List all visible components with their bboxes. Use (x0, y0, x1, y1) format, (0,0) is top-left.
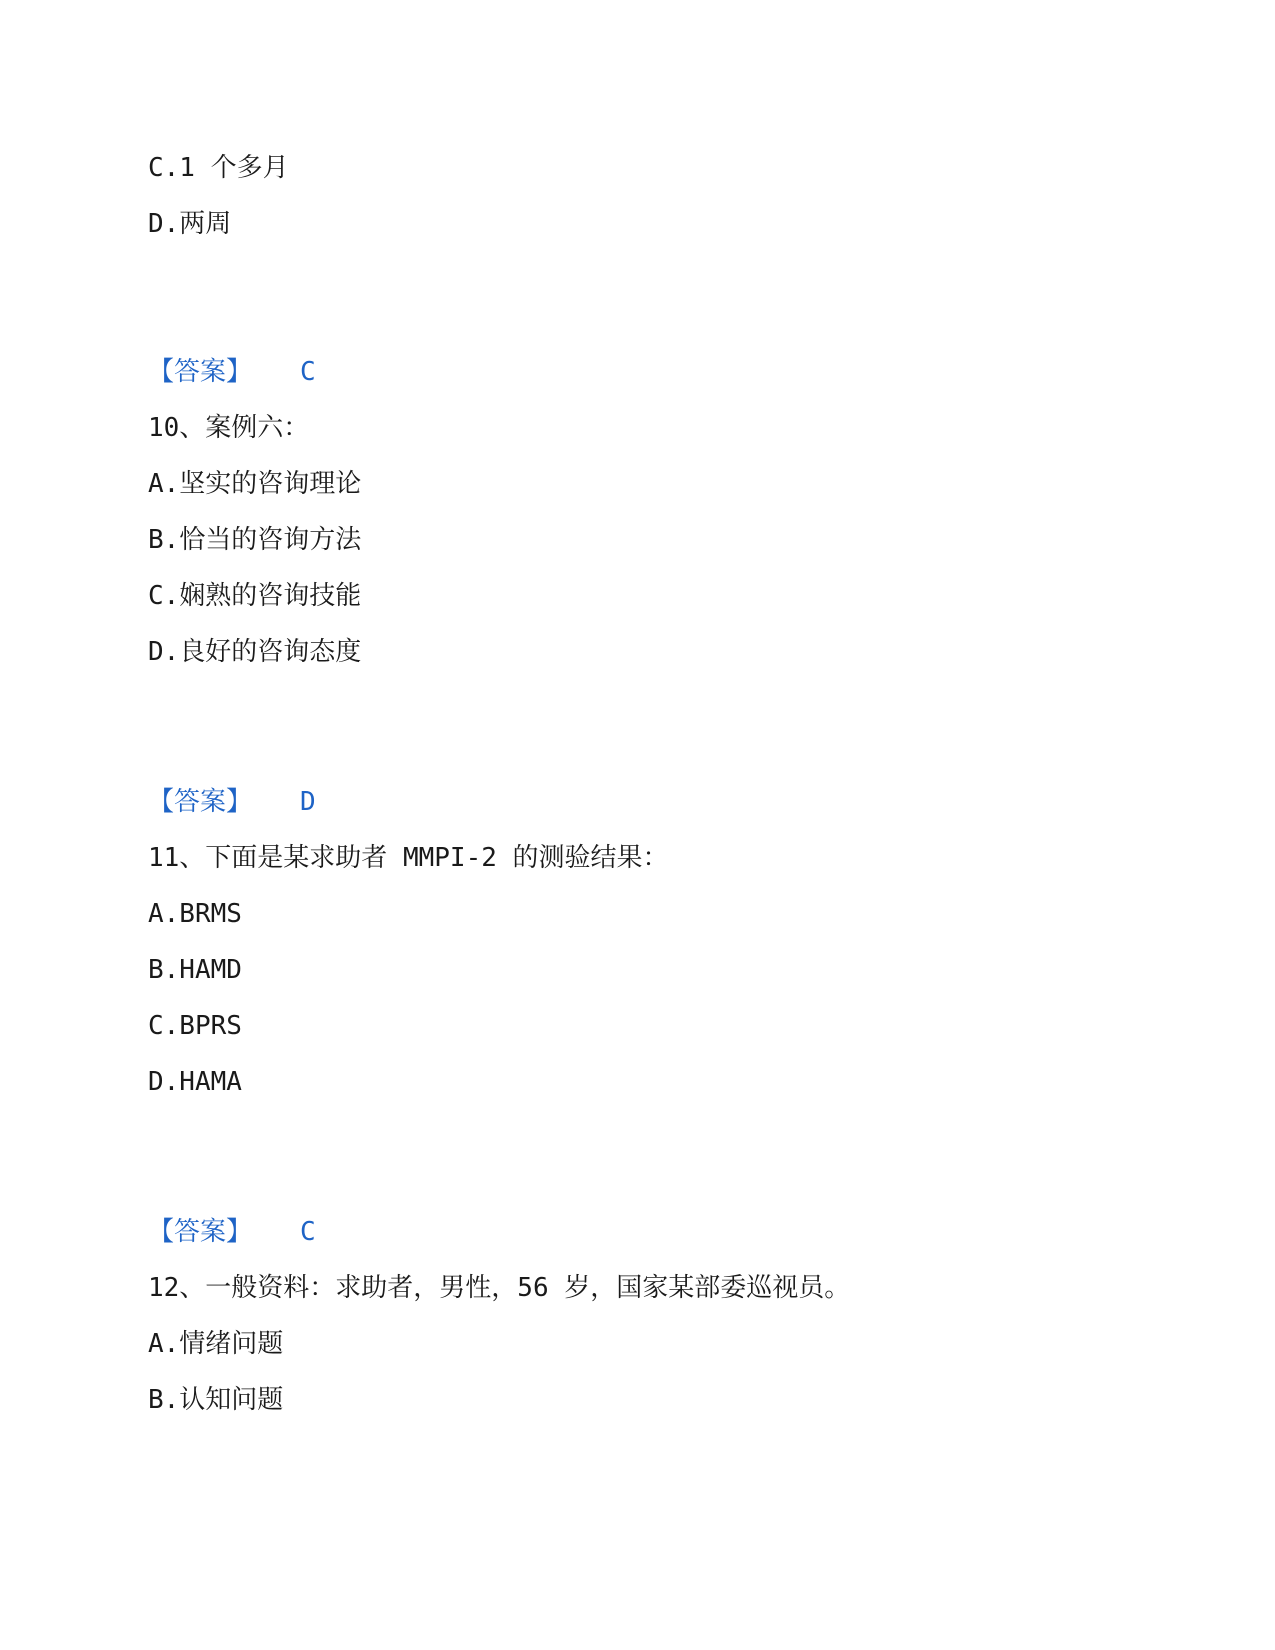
option-text: B.认知问题 (148, 1385, 284, 1415)
answer-label: 【答案】 (148, 1217, 253, 1247)
option-text: A.BRMS (148, 899, 242, 929)
answer-row (148, 1215, 316, 1249)
option-text: C.BPRS (148, 1011, 242, 1041)
answer-label: 【答案】 (148, 357, 253, 387)
answer-row (148, 785, 316, 819)
option-text: C.娴熟的咨询技能 (148, 581, 362, 611)
option-text: D.两周 (148, 209, 232, 239)
answer-value: D (300, 787, 316, 817)
answer-row (148, 355, 316, 389)
option-text: A.坚实的咨询理论 (148, 469, 362, 499)
answer-value: C (300, 357, 316, 387)
option-text: D.良好的咨询态度 (148, 637, 362, 667)
question-stem: 11、下面是某求助者 MMPI-2 的测验结果： (148, 843, 669, 873)
option-text: C.1 个多月 (148, 153, 289, 183)
answer-label: 【答案】 (148, 787, 253, 817)
question-stem: 10、案例六： (148, 413, 310, 443)
option-text: D.HAMA (148, 1067, 242, 1097)
option-text: B.恰当的咨询方法 (148, 525, 362, 555)
option-text: A.情绪问题 (148, 1329, 284, 1359)
option-text: B.HAMD (148, 955, 242, 985)
question-stem: 12、一般资料：求助者，男性，56 岁，国家某部委巡视员。 (148, 1273, 851, 1303)
answer-value: C (300, 1217, 316, 1247)
